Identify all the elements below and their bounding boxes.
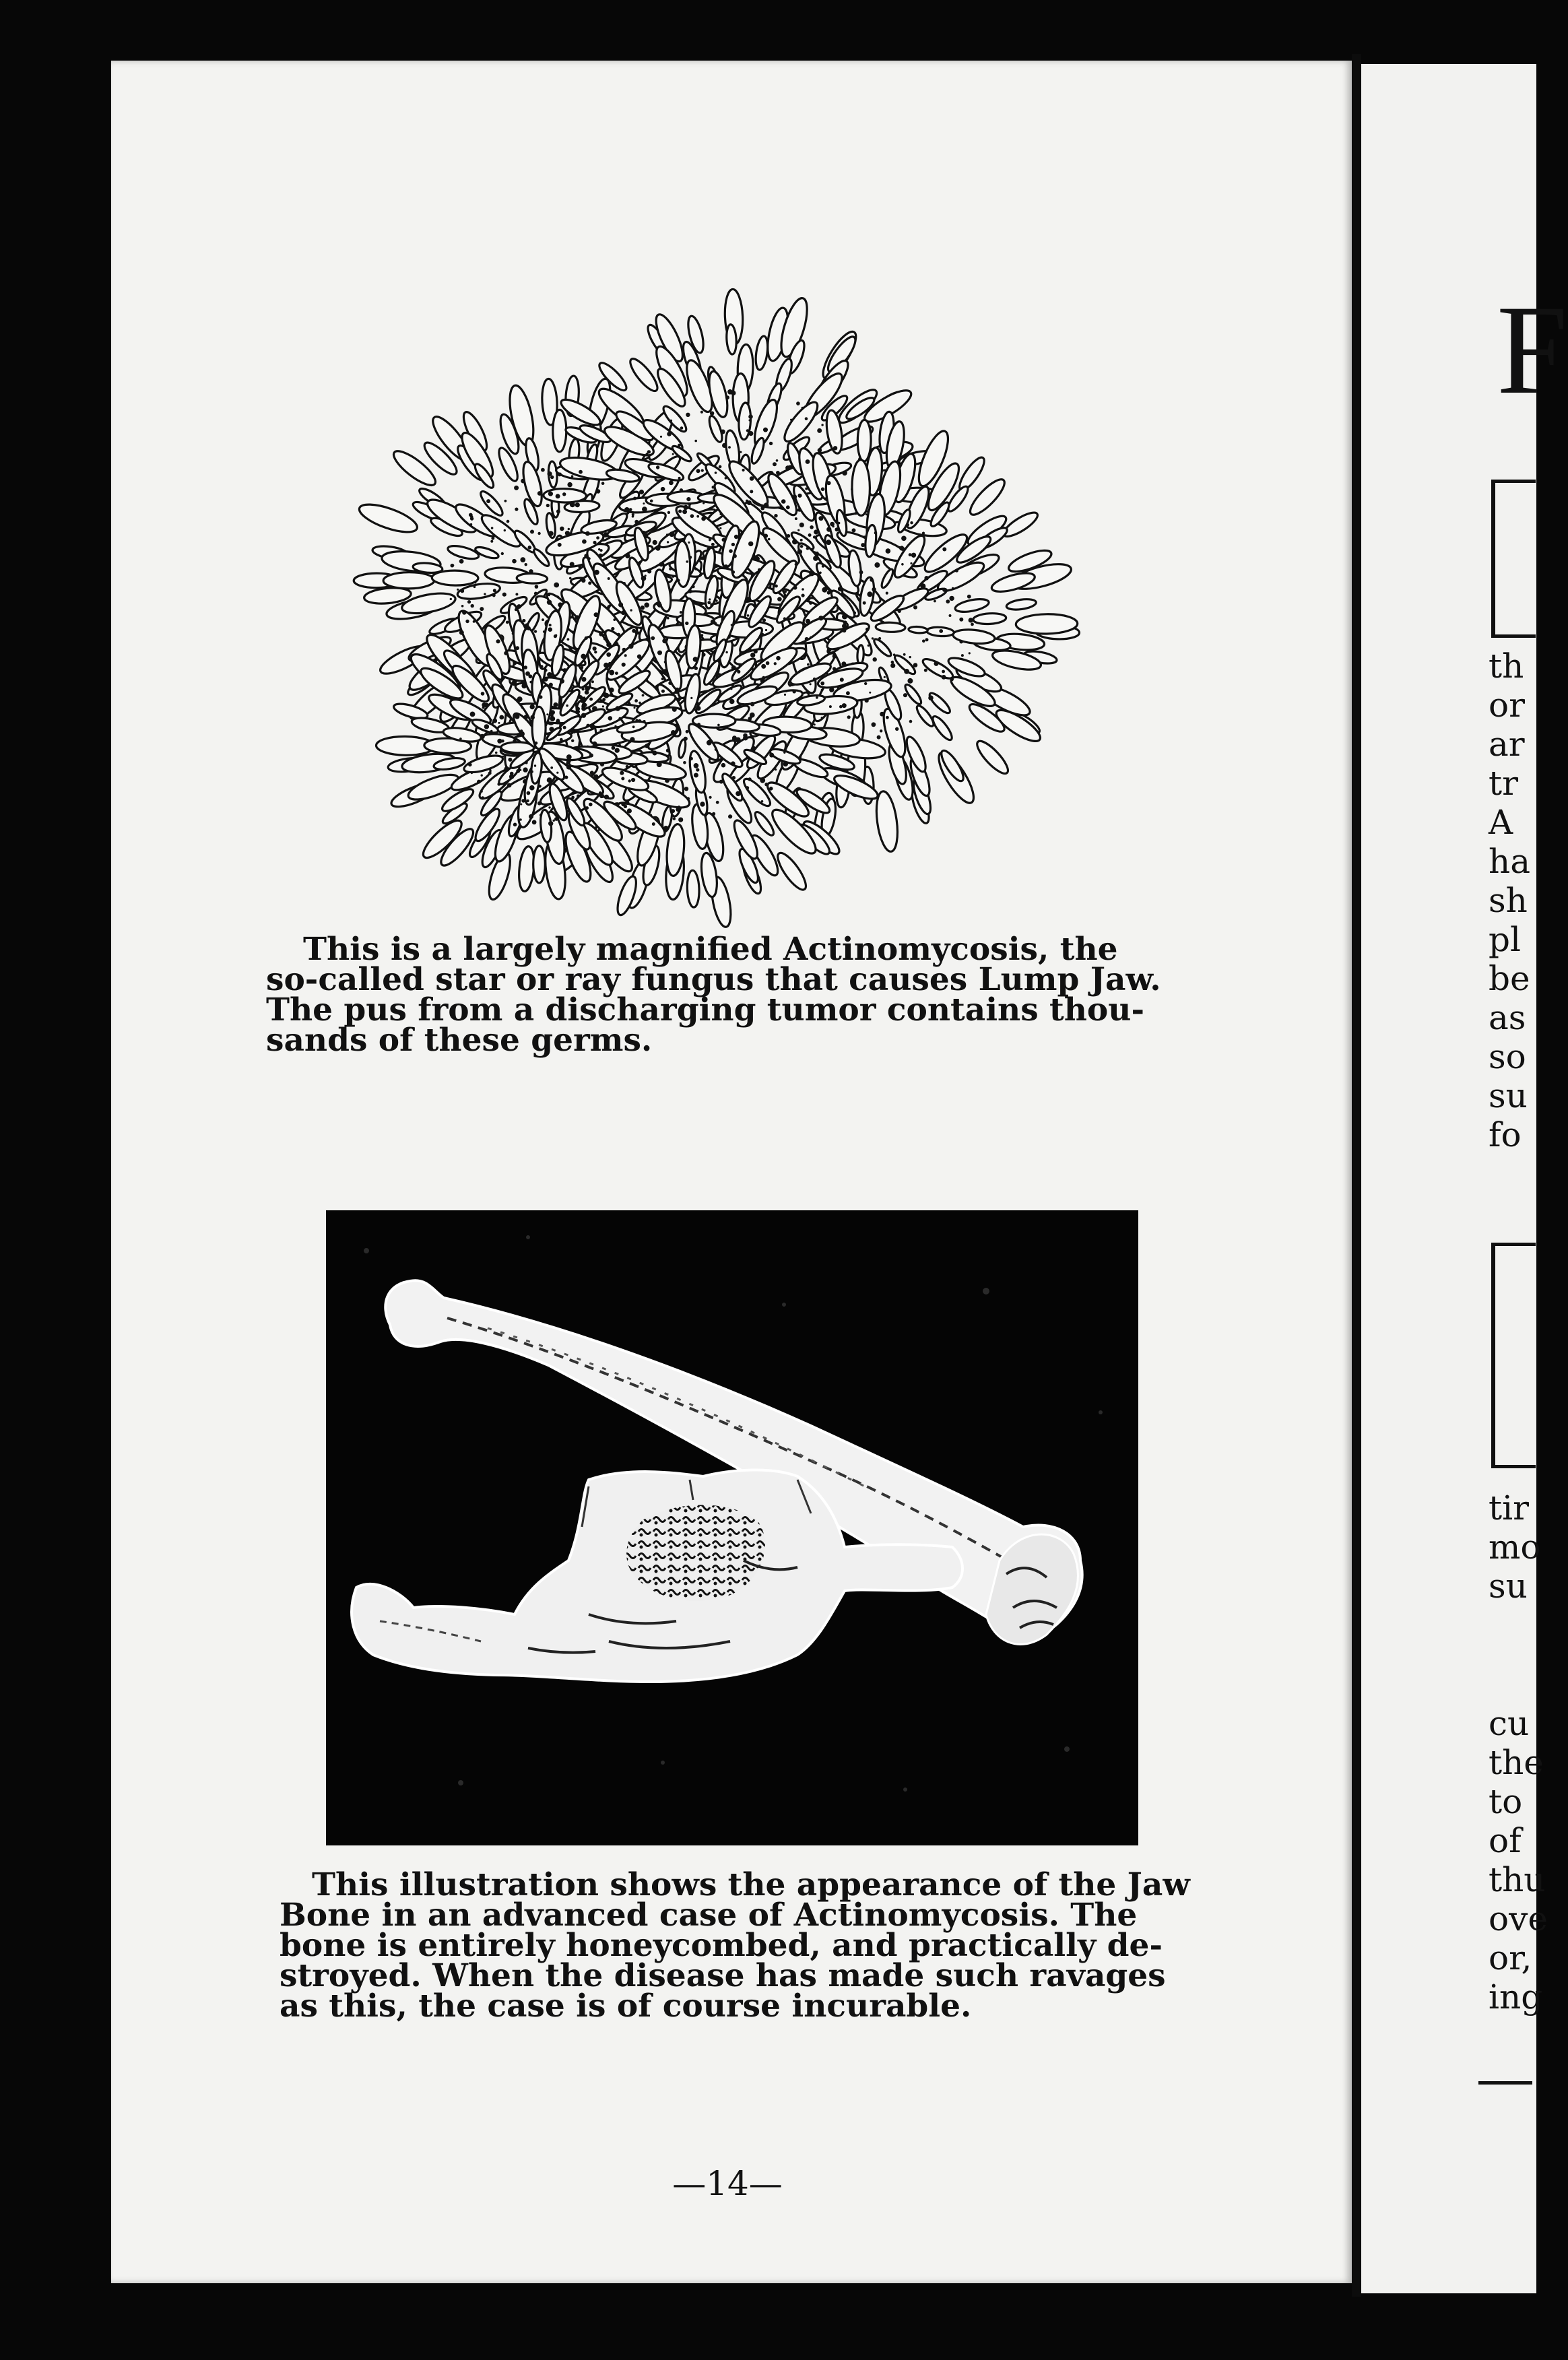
caption-line: This is a largely magnified Actinomycosis, the (303, 931, 1118, 968)
caption-line: bone is entirely honeycombed, and practically de- (280, 1927, 1163, 1964)
right-page-text-fragment: cu (1489, 1704, 1530, 1743)
actinomycosis-fungus-illustration (337, 290, 1105, 936)
right-page-text-fragment: pl (1489, 920, 1521, 959)
caption-line: stroyed. When the disease has made such ravages (280, 1957, 1166, 1994)
right-page-heading-letter: F (1497, 280, 1568, 421)
caption-line: so-called star or ray fungus that causes Lump Jaw. (266, 961, 1161, 998)
caption-line: sands of these germs. (266, 1022, 653, 1059)
right-page-text-fragment: ar (1489, 725, 1525, 764)
caption-line: This illustration shows the appearance of the Jaw (312, 1866, 1190, 1903)
figure-1-caption (266, 931, 1169, 1059)
right-page-text-fragment: or, (1489, 1938, 1532, 1977)
right-page-text-fragment: as (1489, 998, 1526, 1037)
right-page-text-fragment: or (1489, 686, 1526, 725)
right-page-text-fragment: ha (1489, 842, 1531, 881)
right-page-text-fragment: thu (1489, 1860, 1546, 1899)
caption-line: as this, the case is of course incurable. (280, 1988, 972, 2025)
right-page-text-fragment: fo (1489, 1115, 1522, 1154)
right-page-text-fragment: su (1489, 1567, 1528, 1606)
right-page-initial-box (1491, 480, 1536, 638)
page-number: —14— (672, 2164, 783, 2203)
right-page-text-fragment: so (1489, 1037, 1526, 1076)
right-page-text-fragment: th (1489, 647, 1524, 686)
right-page-text-fragment: tr (1489, 764, 1518, 803)
right-page-text-fragment: tir (1489, 1488, 1529, 1528)
caption-line: Bone in an advanced case of Actinomycosis. The (280, 1897, 1138, 1934)
jaw-bone-photograph (326, 1210, 1138, 1845)
right-page-text-fragment: the (1489, 1743, 1544, 1782)
right-page-text-fragment: A (1489, 803, 1513, 842)
right-page-text-fragment: to (1489, 1782, 1523, 1821)
right-page-text-fragment: ove (1489, 1899, 1548, 1938)
caption-line: The pus from a discharging tumor contains thou- (266, 991, 1144, 1028)
right-page-text-fragment: sh (1489, 881, 1528, 920)
right-page-text-fragment: be (1489, 959, 1530, 998)
right-page-text-fragment: of (1489, 1821, 1522, 1860)
right-page-text-fragment: mo (1489, 1528, 1541, 1567)
book-gutter (1352, 54, 1361, 2297)
right-page-text-fragment: ing (1489, 1977, 1543, 2017)
figure-2-caption (280, 1866, 1190, 2025)
right-page-text-fragment: su (1489, 1076, 1528, 1115)
right-page-initial-box (1491, 1243, 1536, 1468)
right-page-rule (1478, 2081, 1532, 2085)
